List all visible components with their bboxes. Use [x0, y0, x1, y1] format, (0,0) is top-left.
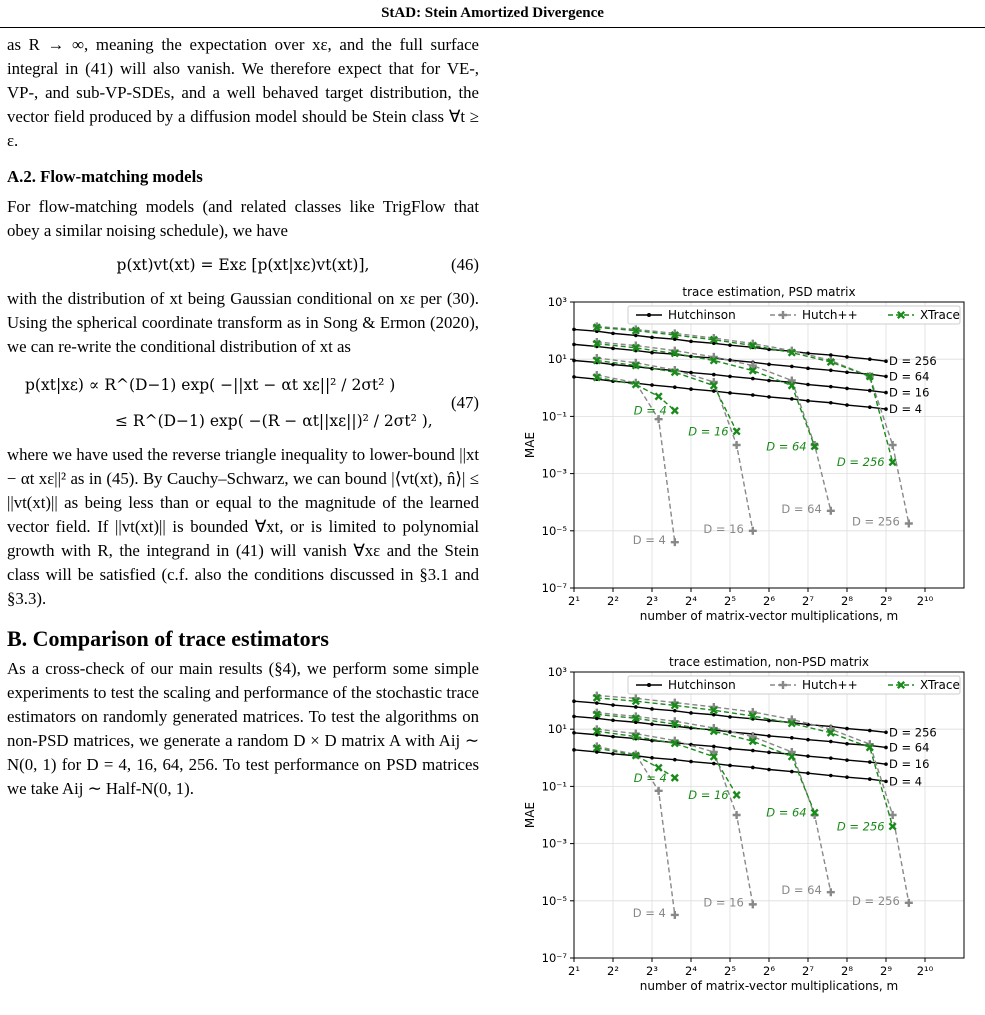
data-point [728, 391, 732, 395]
label-hutchinson-d4: D = 4 [889, 402, 923, 417]
x-tick-label: 2⁸ [841, 594, 853, 608]
data-point [868, 777, 872, 781]
data-point [868, 389, 872, 393]
y-tick-label: 10⁻¹ [541, 409, 567, 424]
x-tick-label: 2⁷ [802, 594, 814, 608]
data-point [712, 745, 716, 749]
x-tick-label: 2⁷ [802, 964, 814, 978]
series-line-hutchpp-d16 [597, 358, 753, 531]
data-point [868, 760, 872, 764]
data-point [767, 768, 771, 772]
data-point [712, 713, 716, 717]
data-point [845, 355, 849, 359]
y-tick-label: 10¹ [547, 352, 567, 367]
data-point [806, 399, 810, 403]
label-xtrace-d16: D = 16 [688, 788, 729, 803]
x-tick-label: 2⁴ [685, 594, 697, 608]
data-point [712, 373, 716, 377]
data-point [884, 375, 888, 379]
legend-marker [647, 683, 651, 687]
subsection-heading: A.2. Flow-matching models [7, 167, 203, 186]
data-point [634, 705, 638, 709]
x-tick-label: 2⁹ [880, 594, 892, 608]
data-point [595, 701, 599, 705]
data-point [806, 738, 810, 742]
data-point [884, 746, 888, 750]
data-point [572, 359, 576, 363]
figure-trace-estimators [512, 270, 982, 1010]
x-axis-label: number of matrix-vector multiplications, m [639, 979, 899, 993]
y-tick-label: 10¹ [547, 722, 567, 737]
paragraph-1: as R → ∞, meaning the expectation over xε, and the full surface integral in (41) will also vanish. We therefore expect that for VE-, VP-, and sub-VP-SDEs, and a well behaved target distribution, the vector field produced by a diffusion model should be Stein class ∀t ≥ ε. [7, 35, 479, 150]
data-point [905, 899, 913, 907]
data-point [650, 336, 654, 340]
x-tick-label: 2¹ [568, 594, 580, 608]
data-point [572, 731, 576, 735]
x-tick-label: 2² [607, 594, 619, 608]
data-point [889, 811, 897, 819]
data-point [845, 387, 849, 391]
data-point [572, 748, 576, 752]
data-point [728, 730, 732, 734]
label-hutchpp-d4: D = 4 [632, 533, 666, 548]
legend-label-hutchinson: Hutchinson [668, 308, 736, 322]
data-point [829, 774, 833, 778]
data-point [845, 727, 849, 731]
label-hutchinson-d256: D = 256 [889, 725, 937, 740]
data-point [845, 370, 849, 374]
data-point [749, 527, 757, 535]
x-tick-label: 2¹⁰ [916, 594, 934, 608]
data-point [572, 699, 576, 703]
paragraph-2: For flow-matching models (and related classes like TrigFlow that obey a similar noising schedule), we have [7, 197, 479, 240]
data-point [572, 715, 576, 719]
legend-label-hutchpp: Hutch++ [802, 678, 858, 692]
data-point [655, 787, 663, 795]
y-tick-label: 10⁻³ [541, 466, 567, 481]
data-point [672, 407, 678, 413]
legend [628, 676, 960, 694]
x-tick-label: 2⁴ [685, 964, 697, 978]
data-point [868, 405, 872, 409]
running-head: StAD: Stein Amortized Divergence [381, 5, 604, 21]
label-xtrace-d256: D = 256 [836, 819, 885, 834]
data-point [790, 736, 794, 740]
equation-46-body: p(xt)vt(xt) = Exε [p(xt|xε)vt(xt)], [116, 256, 370, 274]
y-axis-label: MAE [523, 431, 537, 459]
data-point [806, 754, 810, 758]
label-hutchpp-d16: D = 16 [703, 521, 744, 536]
equation-47-line-2: ≤ R^(D−1) exp( −(R − αt||xε||)² / 2σt² ), [115, 412, 433, 430]
chart-non-psd [512, 640, 982, 1005]
data-point [572, 343, 576, 347]
legend-label-hutchpp: Hutch++ [802, 308, 858, 322]
data-point [829, 740, 833, 744]
x-tick-label: 2¹⁰ [916, 964, 934, 978]
data-point [829, 368, 833, 372]
data-point [650, 722, 654, 726]
data-point [829, 385, 833, 389]
data-point [671, 538, 679, 546]
data-point [673, 709, 677, 713]
data-point [884, 359, 888, 363]
data-point [728, 375, 732, 379]
y-tick-label: 10⁻⁵ [541, 893, 567, 908]
data-point [884, 780, 888, 784]
x-axis-label: number of matrix-vector multiplications, m [639, 609, 899, 623]
data-point [672, 775, 678, 781]
x-tick-label: 2¹ [568, 964, 580, 978]
y-axis-label: MAE [523, 801, 537, 829]
data-point [572, 328, 576, 332]
data-point [689, 711, 693, 715]
data-point [829, 401, 833, 405]
label-hutchinson-d16: D = 16 [889, 757, 930, 772]
data-point [611, 735, 615, 739]
data-point [749, 900, 757, 908]
series-line-hutchpp-d16 [597, 729, 753, 904]
data-point [572, 375, 576, 379]
x-tick-label: 2⁹ [880, 964, 892, 978]
x-tick-label: 2⁶ [763, 594, 775, 608]
data-point [733, 792, 739, 798]
data-point [728, 747, 732, 751]
data-point [733, 811, 741, 819]
data-point [827, 507, 835, 515]
label-hutchpp-d64: D = 64 [781, 883, 822, 898]
data-point [806, 771, 810, 775]
data-point [712, 762, 716, 766]
data-point [790, 365, 794, 369]
data-point [905, 519, 913, 527]
y-tick-label: 10³ [547, 665, 567, 679]
equation-47-line-1: p(xt|xε) ∝ R^(D−1) exp( −||xt − αt xε||² / 2σt² ) [25, 376, 396, 394]
data-point [767, 734, 771, 738]
data-point [845, 742, 849, 746]
y-tick-label: 10³ [547, 295, 567, 309]
legend-label-xtrace: XTrace [920, 678, 960, 692]
label-hutchinson-d4: D = 4 [889, 774, 923, 789]
label-hutchinson-d64: D = 64 [889, 369, 930, 384]
y-tick-label: 10⁻⁷ [541, 581, 567, 595]
data-point [611, 347, 615, 351]
data-point [751, 377, 755, 381]
data-point [671, 911, 679, 919]
data-point [650, 351, 654, 355]
label-xtrace-d4: D = 4 [633, 770, 667, 785]
equation-46-number: (46) [451, 255, 479, 274]
data-point [884, 762, 888, 766]
paragraph-4: where we have used the reverse triangle inequality to lower-bound ||xt − αt xε||² as in (45). By Cauchy–Schwarz, we can bound |⟨vt(xt), n̂⟩| ≤ ||vt(xt)|| as being less than or equal to the magnitude of the learned vector field. If ||vt(xt)|| is bounded ∀xt, or is limited to polynomial growth with R, the integrand in (41) will vanish ∀xε and the Stein class will be satisfied (c.f. also the conditions discussed in §3.1 and §3.3). [7, 445, 479, 608]
equation-47-number: (47) [451, 393, 479, 412]
data-point [806, 383, 810, 387]
data-point [845, 758, 849, 762]
data-point [673, 385, 677, 389]
data-point [611, 718, 615, 722]
data-point [829, 353, 833, 357]
label-xtrace-d16: D = 16 [688, 424, 729, 439]
data-point [650, 707, 654, 711]
label-xtrace-d64: D = 64 [766, 439, 807, 454]
label-xtrace-d256: D = 256 [836, 455, 885, 470]
x-tick-label: 2⁵ [724, 964, 736, 978]
data-point [884, 407, 888, 411]
data-point [728, 358, 732, 362]
data-point [751, 749, 755, 753]
data-point [689, 340, 693, 344]
data-point [611, 752, 615, 756]
x-tick-label: 2³ [646, 964, 658, 978]
x-tick-label: 2⁵ [724, 594, 736, 608]
x-tick-label: 2² [607, 964, 619, 978]
data-point [827, 888, 835, 896]
data-point [767, 751, 771, 755]
chart-title: trace estimation, PSD matrix [682, 285, 856, 299]
data-point [889, 459, 895, 465]
data-point [650, 756, 654, 760]
data-point [868, 357, 872, 361]
data-point [733, 428, 739, 434]
data-point [751, 766, 755, 770]
data-point [884, 391, 888, 395]
equation-46 [7, 253, 479, 277]
data-point [829, 756, 833, 760]
label-hutchpp-d256: D = 256 [852, 514, 900, 529]
legend [628, 306, 960, 324]
data-point [611, 703, 615, 707]
data-point [767, 363, 771, 367]
x-tick-label: 2⁶ [763, 964, 775, 978]
data-point [689, 371, 693, 375]
label-hutchinson-d64: D = 64 [889, 740, 930, 755]
x-tick-label: 2⁸ [841, 964, 853, 978]
data-point [806, 367, 810, 371]
data-point [845, 403, 849, 407]
data-point [884, 730, 888, 734]
section-heading: B. Comparison of trace estimators [7, 626, 329, 651]
label-hutchpp-d4: D = 4 [632, 905, 666, 920]
series-line-hutchpp-d256 [597, 696, 909, 903]
label-hutchpp-d64: D = 64 [781, 501, 822, 516]
data-point [634, 334, 638, 338]
data-point [689, 387, 693, 391]
series-line-hutchpp-d256 [597, 326, 909, 523]
legend-label-hutchinson: Hutchinson [668, 678, 736, 692]
data-point [868, 729, 872, 733]
y-tick-label: 10⁻⁷ [541, 951, 567, 965]
y-tick-label: 10⁻³ [541, 836, 567, 851]
data-point [733, 441, 741, 449]
data-point [790, 397, 794, 401]
label-hutchinson-d16: D = 16 [889, 385, 930, 400]
data-point [728, 764, 732, 768]
y-tick-label: 10⁻¹ [541, 779, 567, 794]
y-tick-label: 10⁻⁵ [541, 523, 567, 538]
series-line-hutchpp-d64 [597, 713, 831, 893]
label-hutchpp-d256: D = 256 [852, 893, 900, 908]
data-point [650, 383, 654, 387]
left-column [7, 33, 479, 801]
chart-title: trace estimation, non-PSD matrix [668, 655, 870, 669]
label-hutchinson-d256: D = 256 [889, 354, 937, 369]
data-point [767, 379, 771, 383]
data-point [790, 770, 794, 774]
label-hutchpp-d16: D = 16 [703, 895, 744, 910]
equation-47 [7, 373, 479, 433]
chart-psd [512, 270, 982, 635]
legend-label-xtrace: XTrace [920, 308, 960, 322]
label-xtrace-d4: D = 4 [633, 403, 667, 418]
header-rule [0, 27, 985, 28]
data-point [689, 760, 693, 764]
data-point [889, 441, 897, 449]
data-point [728, 343, 732, 347]
series-line-xtrace-d16 [597, 361, 737, 432]
x-tick-label: 2³ [646, 594, 658, 608]
label-xtrace-d64: D = 64 [766, 805, 807, 820]
data-point [845, 775, 849, 779]
data-point [712, 389, 716, 393]
data-point [655, 393, 661, 399]
data-point [767, 395, 771, 399]
data-point [728, 715, 732, 719]
paragraph-3: with the distribution of xt being Gaussian conditional on xε per (30). Using the spherical coordinate transform as in Song & Ermon (2020), we can re-write the conditional distribution of xt as [7, 289, 479, 356]
legend-marker [647, 313, 651, 317]
data-point [611, 332, 615, 336]
paragraph-5: As a cross-check of our main results (§4), we perform some simple experiments to test the scaling and performance of the stochastic trace estimators on randomly generated matrices. To test the algorithms on non-PSD matrices, we generate a random D × D matrix A with Aij ∼ N(0, 1) for D = 4, 16, 64, 256. To test performance on PSD matrices we take Aij ∼ Half-N(0, 1). [7, 659, 479, 798]
data-point [751, 393, 755, 397]
data-point [673, 758, 677, 762]
series-line-hutchpp-d4 [597, 375, 675, 542]
